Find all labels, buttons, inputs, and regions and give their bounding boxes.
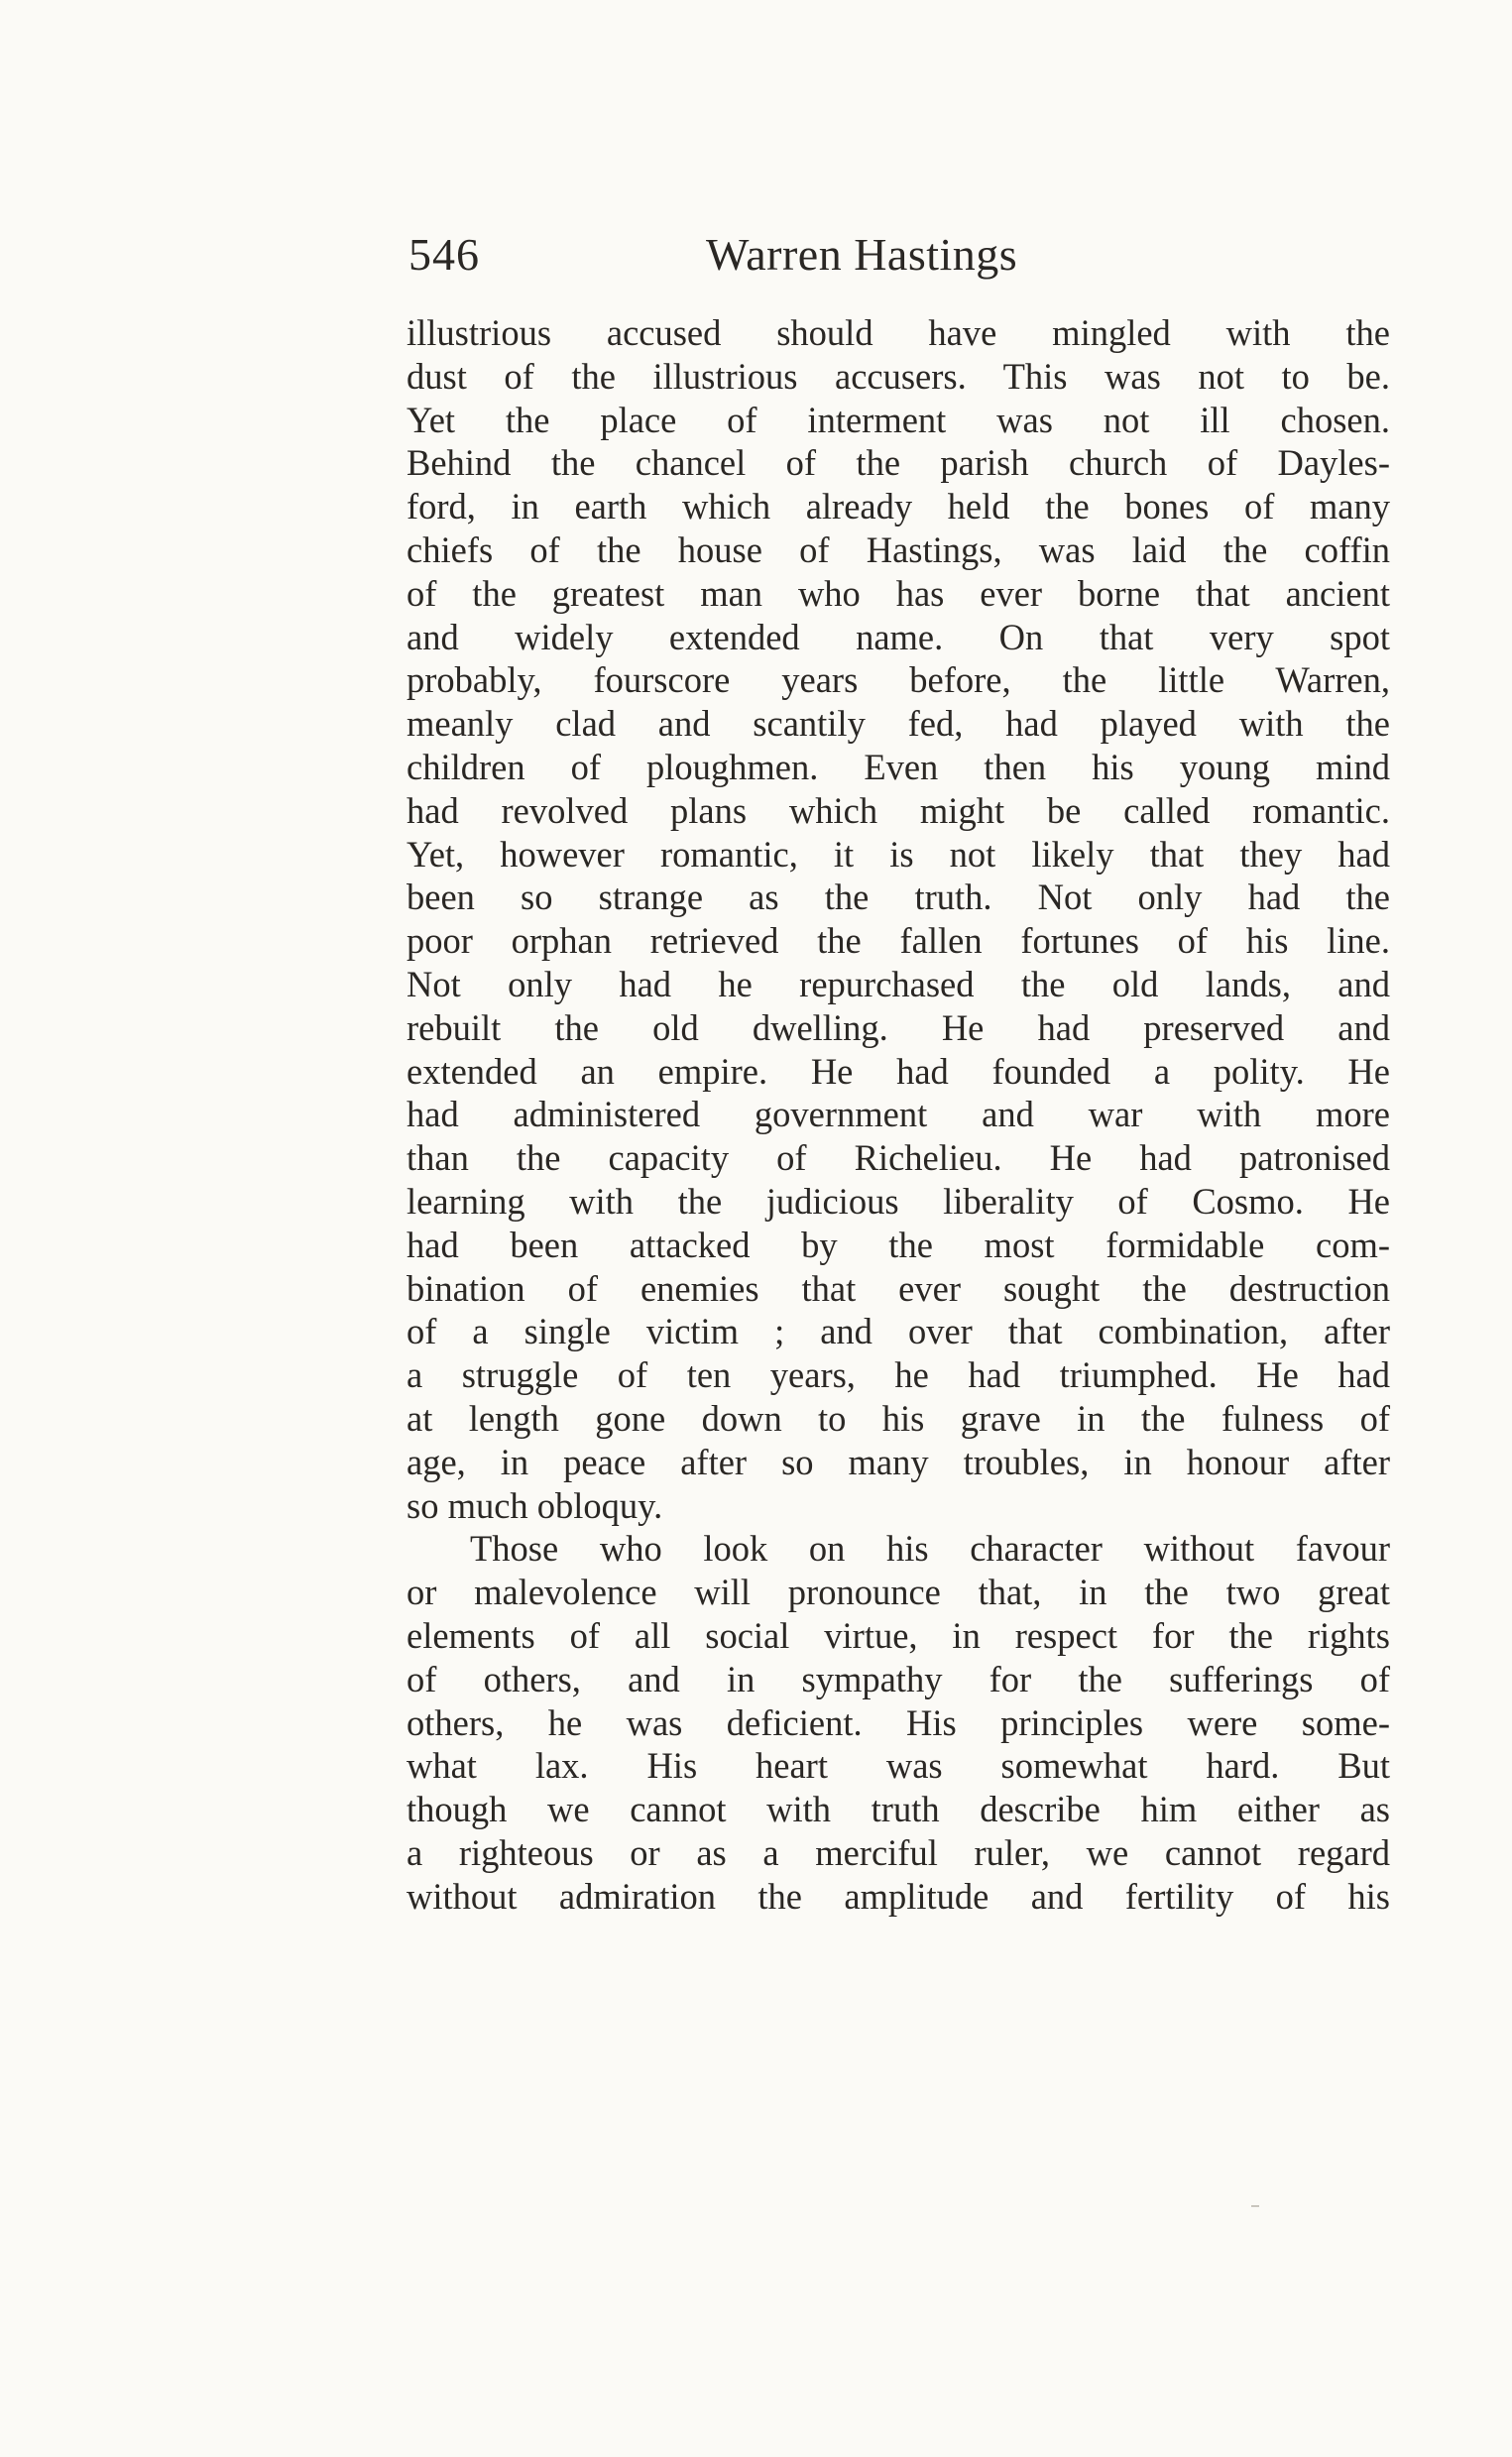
text-line: Those who look on his character without favour: [470, 1528, 1390, 1570]
running-title: Warren Hastings: [706, 229, 1018, 280]
text-line: without admiration the amplitude and fertility of his: [407, 1875, 1390, 1917]
text-line: had revolved plans which might be called romantic.: [407, 789, 1390, 831]
page-mark: [1251, 2205, 1259, 2207]
text-line: Yet the place of interment was not ill chosen.: [407, 399, 1390, 440]
text-line: extended an empire. He had founded a polity. He: [407, 1050, 1390, 1092]
text-line: a struggle of ten years, he had triumphed. He had: [407, 1354, 1390, 1396]
running-head: [408, 220, 1093, 290]
text-line: had been attacked by the most formidable com-: [407, 1224, 1390, 1265]
text-line: and widely extended name. On that very spot: [407, 616, 1390, 657]
text-line: had administered government and war with more: [407, 1094, 1390, 1135]
text-line: of others, and in sympathy for the sufferings of: [407, 1658, 1390, 1699]
text-line: bination of enemies that ever sought the destruction: [407, 1267, 1390, 1309]
text-line: dust of the illustrious accusers. This was not to be.: [407, 355, 1390, 397]
text-line: Behind the chancel of the parish church of Dayles-: [407, 442, 1390, 484]
text-line: others, he was deficient. His principles were some-: [407, 1701, 1390, 1743]
text-line: meanly clad and scantily fed, had played with the: [407, 703, 1390, 745]
text-line: though we cannot with truth describe him either as: [407, 1789, 1390, 1830]
page-number: 546: [408, 229, 480, 280]
text-line: chiefs of the house of Hastings, was laid the coffin: [407, 528, 1390, 570]
text-line: Not only had he repurchased the old lands, and: [407, 963, 1390, 1004]
text-line: of the greatest man who has ever borne that ancient: [407, 572, 1390, 614]
text-line: poor orphan retrieved the fallen fortunes of his line.: [407, 920, 1390, 962]
text-line: children of ploughmen. Even then his young mind: [407, 746, 1390, 787]
text-line: been so strange as the truth. Not only had the: [407, 877, 1390, 918]
text-line: probably, fourscore years before, the little Warren,: [407, 659, 1390, 701]
text-line: or malevolence will pronounce that, in the two great: [407, 1572, 1390, 1613]
body-text: [407, 311, 1390, 1918]
text-line: of a single victim ; and over that combination, after: [407, 1311, 1390, 1352]
text-line: so much obloquy.: [407, 1484, 663, 1526]
text-line: a righteous or as a merciful ruler, we cannot regard: [407, 1831, 1390, 1873]
text-line: what lax. His heart was somewhat hard. But: [407, 1745, 1390, 1787]
text-line: learning with the judicious liberality of Cosmo. He: [407, 1180, 1390, 1222]
text-line: at length gone down to his grave in the fulness of: [407, 1397, 1390, 1439]
text-line: than the capacity of Richelieu. He had patronised: [407, 1137, 1390, 1179]
text-line: rebuilt the old dwelling. He had preserved and: [407, 1006, 1390, 1048]
paragraph-2: [407, 1527, 1390, 1918]
text-line: age, in peace after so many troubles, in honour after: [407, 1441, 1390, 1482]
text-line: elements of all social virtue, in respect for the rights: [407, 1614, 1390, 1656]
paragraph-1: [407, 311, 1390, 1527]
text-line: Yet, however romantic, it is not likely that they had: [407, 833, 1390, 875]
text-line: ford, in earth which already held the bones of many: [407, 486, 1390, 527]
text-line: illustrious accused should have mingled with the: [407, 312, 1390, 353]
